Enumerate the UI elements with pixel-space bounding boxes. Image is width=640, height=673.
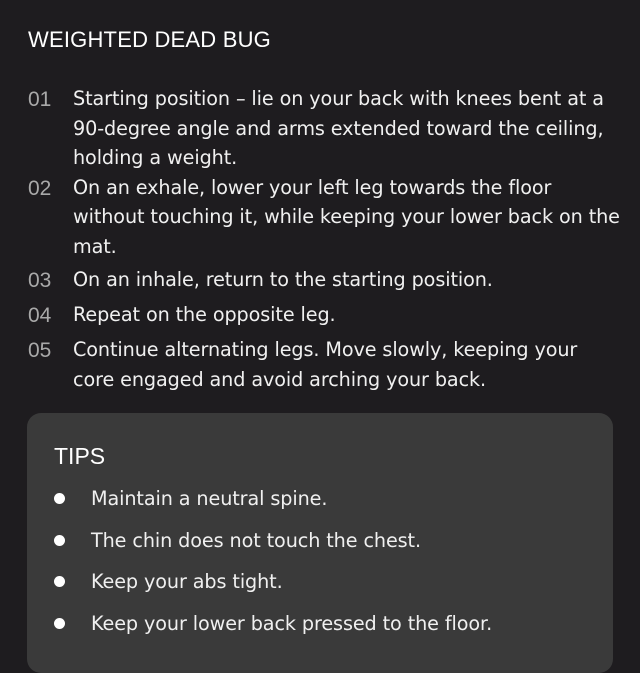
tip-item <box>27 484 613 514</box>
step-item <box>0 84 640 173</box>
bullet-icon <box>54 618 65 629</box>
tip-text: Keep your abs tight. <box>91 570 283 593</box>
step-text: Repeat on the opposite leg. <box>73 303 336 326</box>
step-item <box>0 300 640 331</box>
bullet-icon <box>54 493 65 504</box>
steps-list <box>0 84 640 394</box>
step-text: On an inhale, return to the starting position. <box>73 268 493 291</box>
exercise-title: WEIGHTED DEAD BUG <box>28 27 271 52</box>
step-number: 01 <box>28 88 52 111</box>
tip-text: The chin does not touch the chest. <box>91 529 421 552</box>
tip-text: Keep your lower back pressed to the floor. <box>91 612 493 635</box>
tips-card <box>27 413 613 673</box>
step-text: On an exhale, lower your left leg towards the floor without touching it, while keeping your lower back on the mat. <box>73 175 620 258</box>
tip-item <box>27 526 613 556</box>
bullet-icon <box>54 535 65 546</box>
step-text: Starting position – lie on your back with knees bent at a 90-degree angle and arms extended toward the ceiling, holding a weight. <box>73 87 604 169</box>
step-item <box>0 265 640 296</box>
step-number: 02 <box>28 176 52 200</box>
step-text: Continue alternating legs. Move slowly, keeping your core engaged and avoid arching your back. <box>73 338 578 391</box>
tip-item <box>27 567 613 597</box>
step-number: 04 <box>28 304 52 327</box>
tips-title: TIPS <box>54 443 106 469</box>
step-item <box>0 335 640 394</box>
step-number: 03 <box>28 269 52 292</box>
tip-text: Maintain a neutral spine. <box>91 487 328 510</box>
bullet-icon <box>54 576 65 587</box>
tip-item <box>27 609 613 639</box>
step-number: 05 <box>28 339 52 362</box>
step-item <box>0 173 640 262</box>
